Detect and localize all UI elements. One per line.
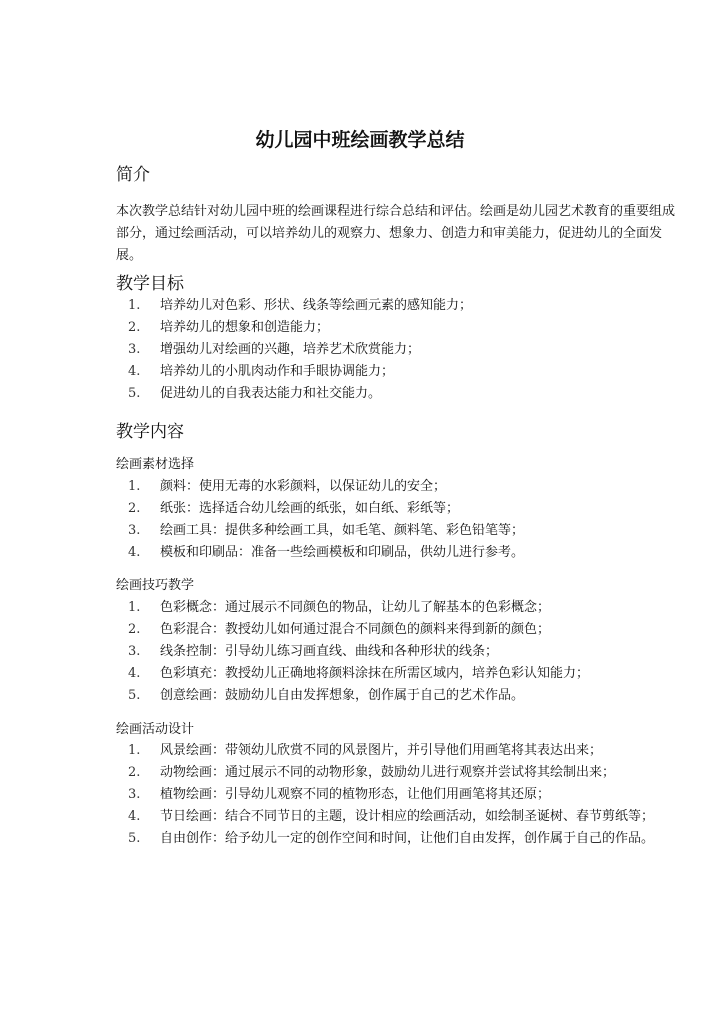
list-number: 5. (128, 386, 141, 401)
list-number: 2. (128, 765, 141, 780)
list-number: 3. (128, 644, 141, 659)
list-item-text: 绘画工具：提供多种绘画工具，如毛笔、颜料笔、彩色铅笔等； (160, 523, 525, 538)
list-item (0, 383, 680, 405)
page-title: 幼儿园中班绘画教学总结 (255, 129, 465, 151)
list-item-text: 培养幼儿的想象和创造能力； (160, 320, 330, 335)
list-number: 1. (128, 479, 141, 494)
list-item-text: 节日绘画：结合不同节日的主题，设计相应的绘画活动，如绘制圣诞树、春节剪纸等； (160, 809, 655, 824)
list-number: 4. (128, 809, 141, 824)
list-item-text: 增强幼儿对绘画的兴趣，培养艺术欣赏能力； (160, 342, 421, 357)
list-number: 1. (128, 600, 141, 615)
list-item (0, 597, 680, 619)
list-item (0, 339, 680, 361)
list-item (0, 740, 680, 762)
list-number: 2. (128, 320, 141, 335)
list-item-text: 自由创作：给予幼儿一定的创作空间和时间，让他们自由发挥，创作属于自己的作品。 (160, 831, 655, 846)
list-item-text: 植物绘画：引导幼儿观察不同的植物形态，让他们用画笔将其还原； (160, 787, 551, 802)
goals-list (0, 295, 720, 405)
list-number: 5. (128, 688, 141, 703)
intro-paragraph: 本次教学总结针对幼儿园中班的绘画课程进行综合总结和评估。绘画是幼儿园艺术教育的重要组成部分，通过绘画活动，可以培养幼儿的观察力、想象力、创造力和审美能力，促进幼儿的全面发展。 (116, 204, 676, 263)
list-item-text: 促进幼儿的自我表达能力和社交能力。 (160, 386, 382, 401)
list-item (0, 828, 680, 850)
list-item-text: 创意绘画：鼓励幼儿自由发挥想象，创作属于自己的艺术作品。 (160, 688, 525, 703)
list-number: 1. (128, 743, 141, 758)
list-item (0, 476, 680, 498)
list-number: 1. (128, 298, 141, 313)
list-item (0, 806, 680, 828)
list-item (0, 641, 680, 663)
list-item-text: 风景绘画：带领幼儿欣赏不同的风景图片，并引导他们用画笔将其表达出来； (160, 743, 603, 758)
materials-list (0, 476, 720, 564)
list-number: 4. (128, 666, 141, 681)
list-item-text: 颜料：使用无毒的水彩颜料，以保证幼儿的安全； (160, 479, 447, 494)
list-number: 2. (128, 501, 141, 516)
list-item (0, 784, 680, 806)
list-number: 3. (128, 342, 141, 357)
section-heading-content: 教学内容 (116, 422, 184, 442)
list-item-text: 色彩填充：教授幼儿正确地将颜料涂抹在所需区域内，培养色彩认知能力； (160, 666, 590, 681)
list-item (0, 619, 680, 641)
list-item (0, 317, 680, 339)
list-number: 2. (128, 622, 141, 637)
list-item-text: 色彩混合：教授幼儿如何通过混合不同颜色的颜料来得到新的颜色； (160, 622, 551, 637)
list-item (0, 498, 680, 520)
list-item-text: 色彩概念：通过展示不同颜色的物品，让幼儿了解基本的色彩概念； (160, 600, 551, 615)
section-heading-intro: 简介 (116, 165, 150, 185)
section-heading-goals: 教学目标 (116, 274, 184, 294)
list-item-text: 纸张：选择适合幼儿绘画的纸张，如白纸、彩纸等； (160, 501, 460, 516)
list-number: 4. (128, 364, 141, 379)
list-item-text: 动物绘画：通过展示不同的动物形象，鼓励幼儿进行观察并尝试将其绘制出来； (160, 765, 616, 780)
list-item (0, 762, 680, 784)
list-item (0, 542, 680, 564)
list-item (0, 520, 680, 542)
list-item-text: 培养幼儿的小肌肉动作和手眼协调能力； (160, 364, 395, 379)
list-number: 3. (128, 787, 141, 802)
list-item (0, 361, 680, 383)
list-number: 3. (128, 523, 141, 538)
list-item (0, 685, 680, 707)
subsection-heading-activities: 绘画活动设计 (116, 722, 195, 737)
list-item (0, 663, 680, 685)
list-item-text: 培养幼儿对色彩、形状、线条等绘画元素的感知能力； (160, 298, 473, 313)
subsection-heading-materials: 绘画素材选择 (116, 457, 195, 472)
skills-list (0, 597, 720, 707)
list-item-text: 线条控制：引导幼儿练习画直线、曲线和各种形状的线条； (160, 644, 499, 659)
list-number: 4. (128, 545, 141, 560)
activities-list (0, 740, 720, 850)
list-item-text: 模板和印刷品：准备一些绘画模板和印刷品，供幼儿进行参考。 (160, 545, 525, 560)
list-number: 5. (128, 831, 141, 846)
subsection-heading-skills: 绘画技巧教学 (116, 578, 195, 593)
list-item (0, 295, 680, 317)
